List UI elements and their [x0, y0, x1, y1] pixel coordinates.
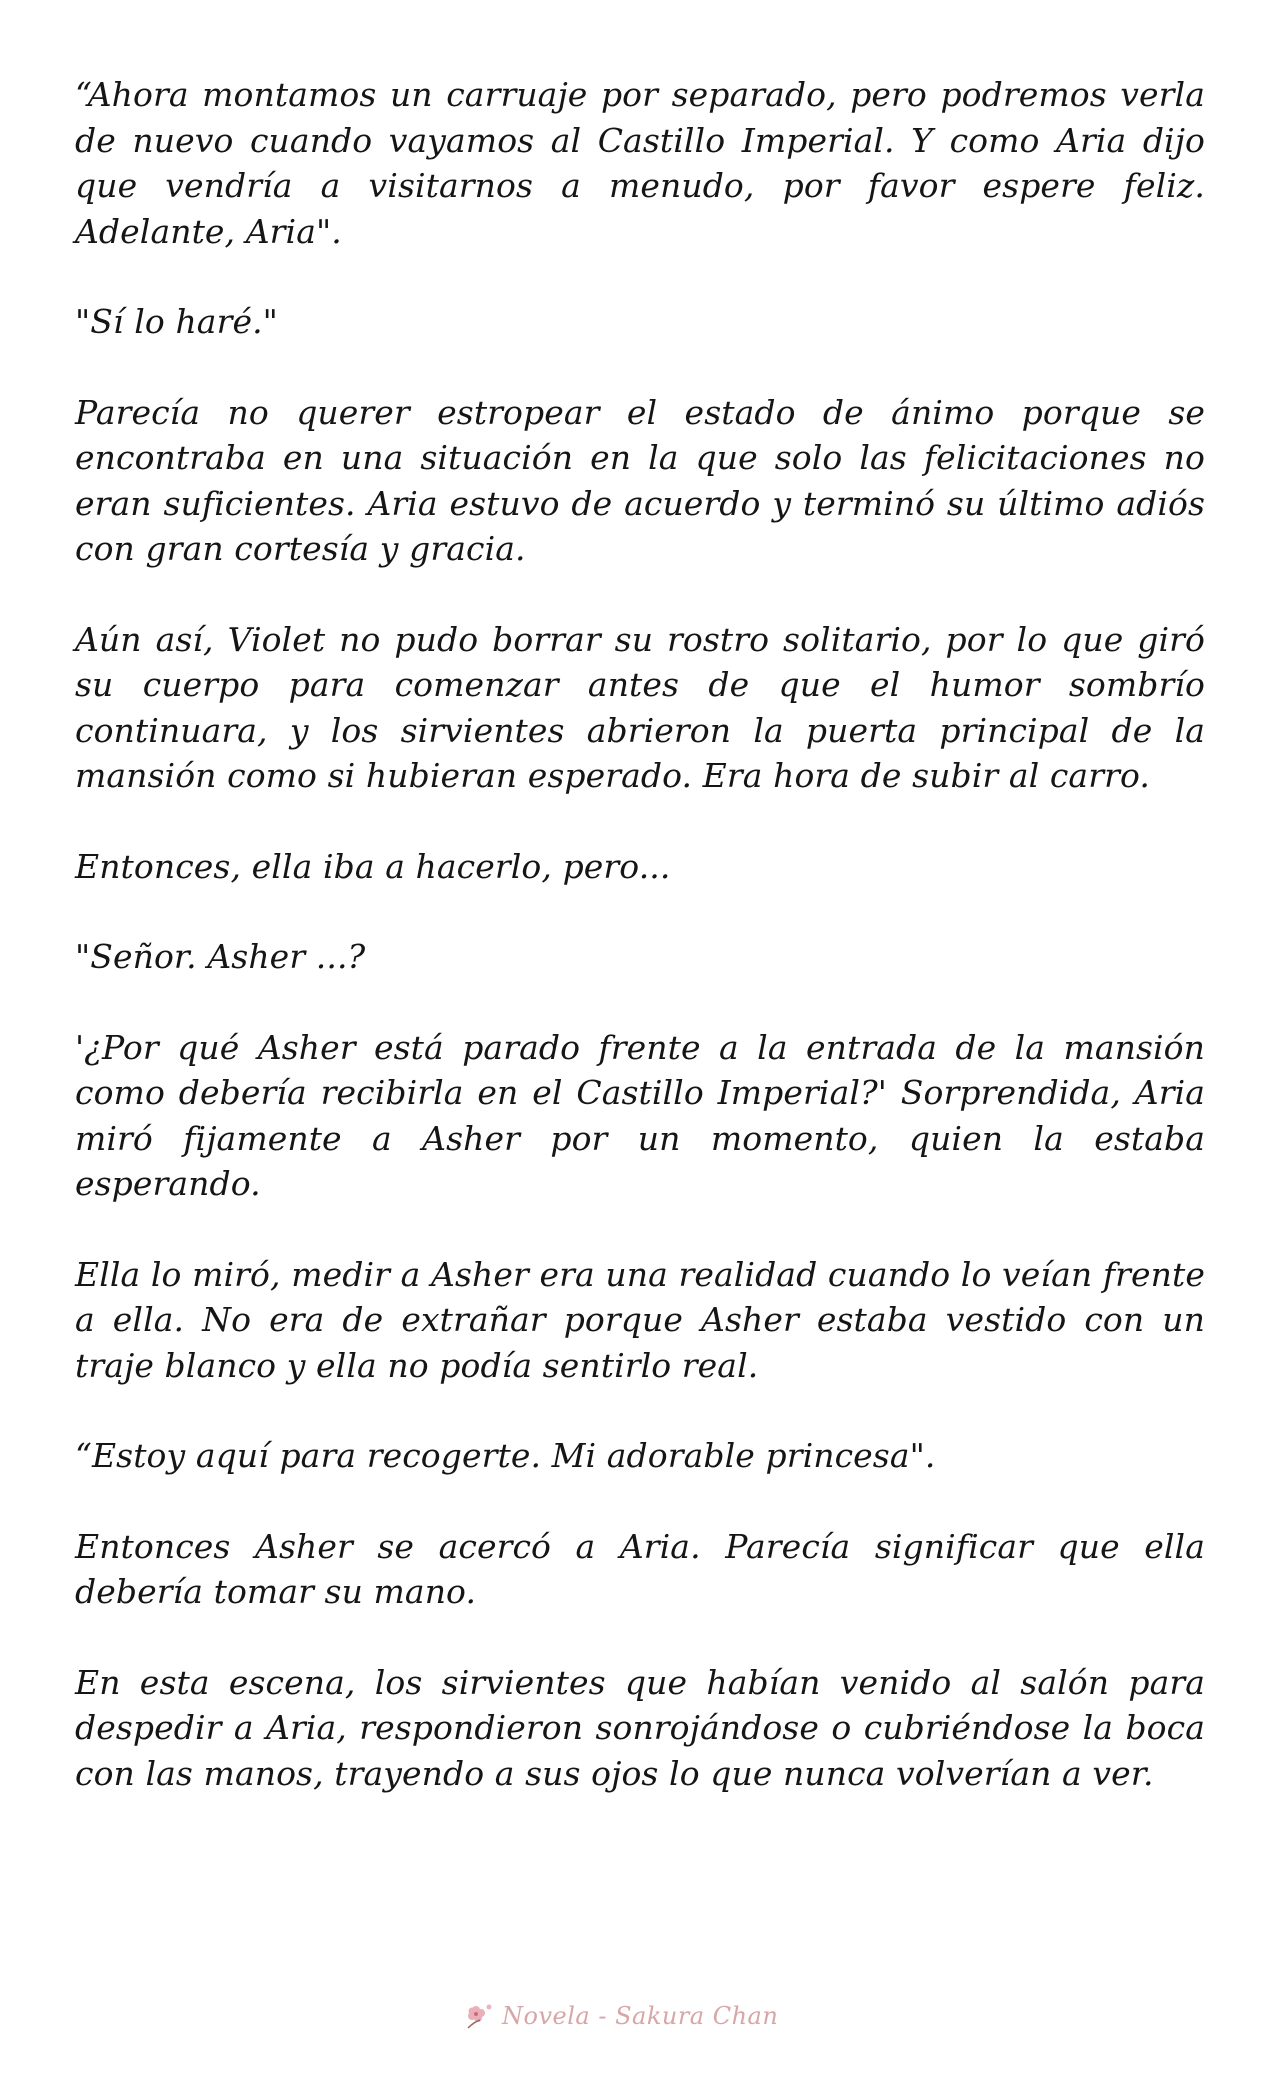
story-text [75, 72, 1205, 1841]
paragraph: En esta escena, los sirvientes que habían venido al salón para despedir a Aria, respondieron sonrojándose o cubriéndose la boca con las manos, trayendo a sus ojos lo que nunca volverían a ver. [75, 1662, 1205, 1793]
sakura-blossom-icon [462, 1998, 498, 2034]
paragraph: Parecía no querer estropear el estado de ánimo porque se encontraba en una situación en la que solo las felicitaciones no eran suficientes. Aria estuvo de acuerdo y terminó su último adiós con gran cortesía y gracia. [75, 392, 1205, 568]
paragraph: “Ahora montamos un carruaje por separado, pero podremos verla de nuevo cuando vayamos al Castillo Imperial. Y como Aria dijo que vendría a visitarnos a menudo, por favor espere feliz. Adelante, Aria". [75, 75, 1205, 251]
paragraph: Entonces Asher se acercó a Aria. Parecía significar que ella debería tomar su mano. [75, 1526, 1205, 1611]
watermark-text: Novela - Sakura Chan [502, 2002, 779, 2030]
paragraph: Ella lo miró, medir a Asher era una realidad cuando lo veían frente a ella. No era de extrañar porque Asher estaba vestido con un traje blanco y ella no podía sentirlo real. [75, 1254, 1205, 1385]
paragraph: '¿Por qué Asher está parado frente a la entrada de la mansión como debería recibirla en el Castillo Imperial?' Sorprendida, Aria miró fijamente a Asher por un momento, quien la estaba esperando. [75, 1027, 1205, 1203]
paragraph: "Señor. Asher ...? [75, 937, 366, 976]
watermark [462, 1996, 778, 2036]
paragraph: Entonces, ella iba a hacerlo, pero... [75, 846, 671, 886]
paragraph: “Estoy aquí para recogerte. Mi adorable princesa". [75, 1436, 936, 1475]
paragraph: "Sí lo haré." [75, 302, 278, 341]
paragraph: Aún así, Violet no pudo borrar su rostro solitario, por lo que giró su cuerpo para comenzar antes de que el humor sombrío continuara, y los sirvientes abrieron la puerta principal de la mansión como si hubieran esperado. Era hora de subir al carro. [75, 619, 1205, 795]
